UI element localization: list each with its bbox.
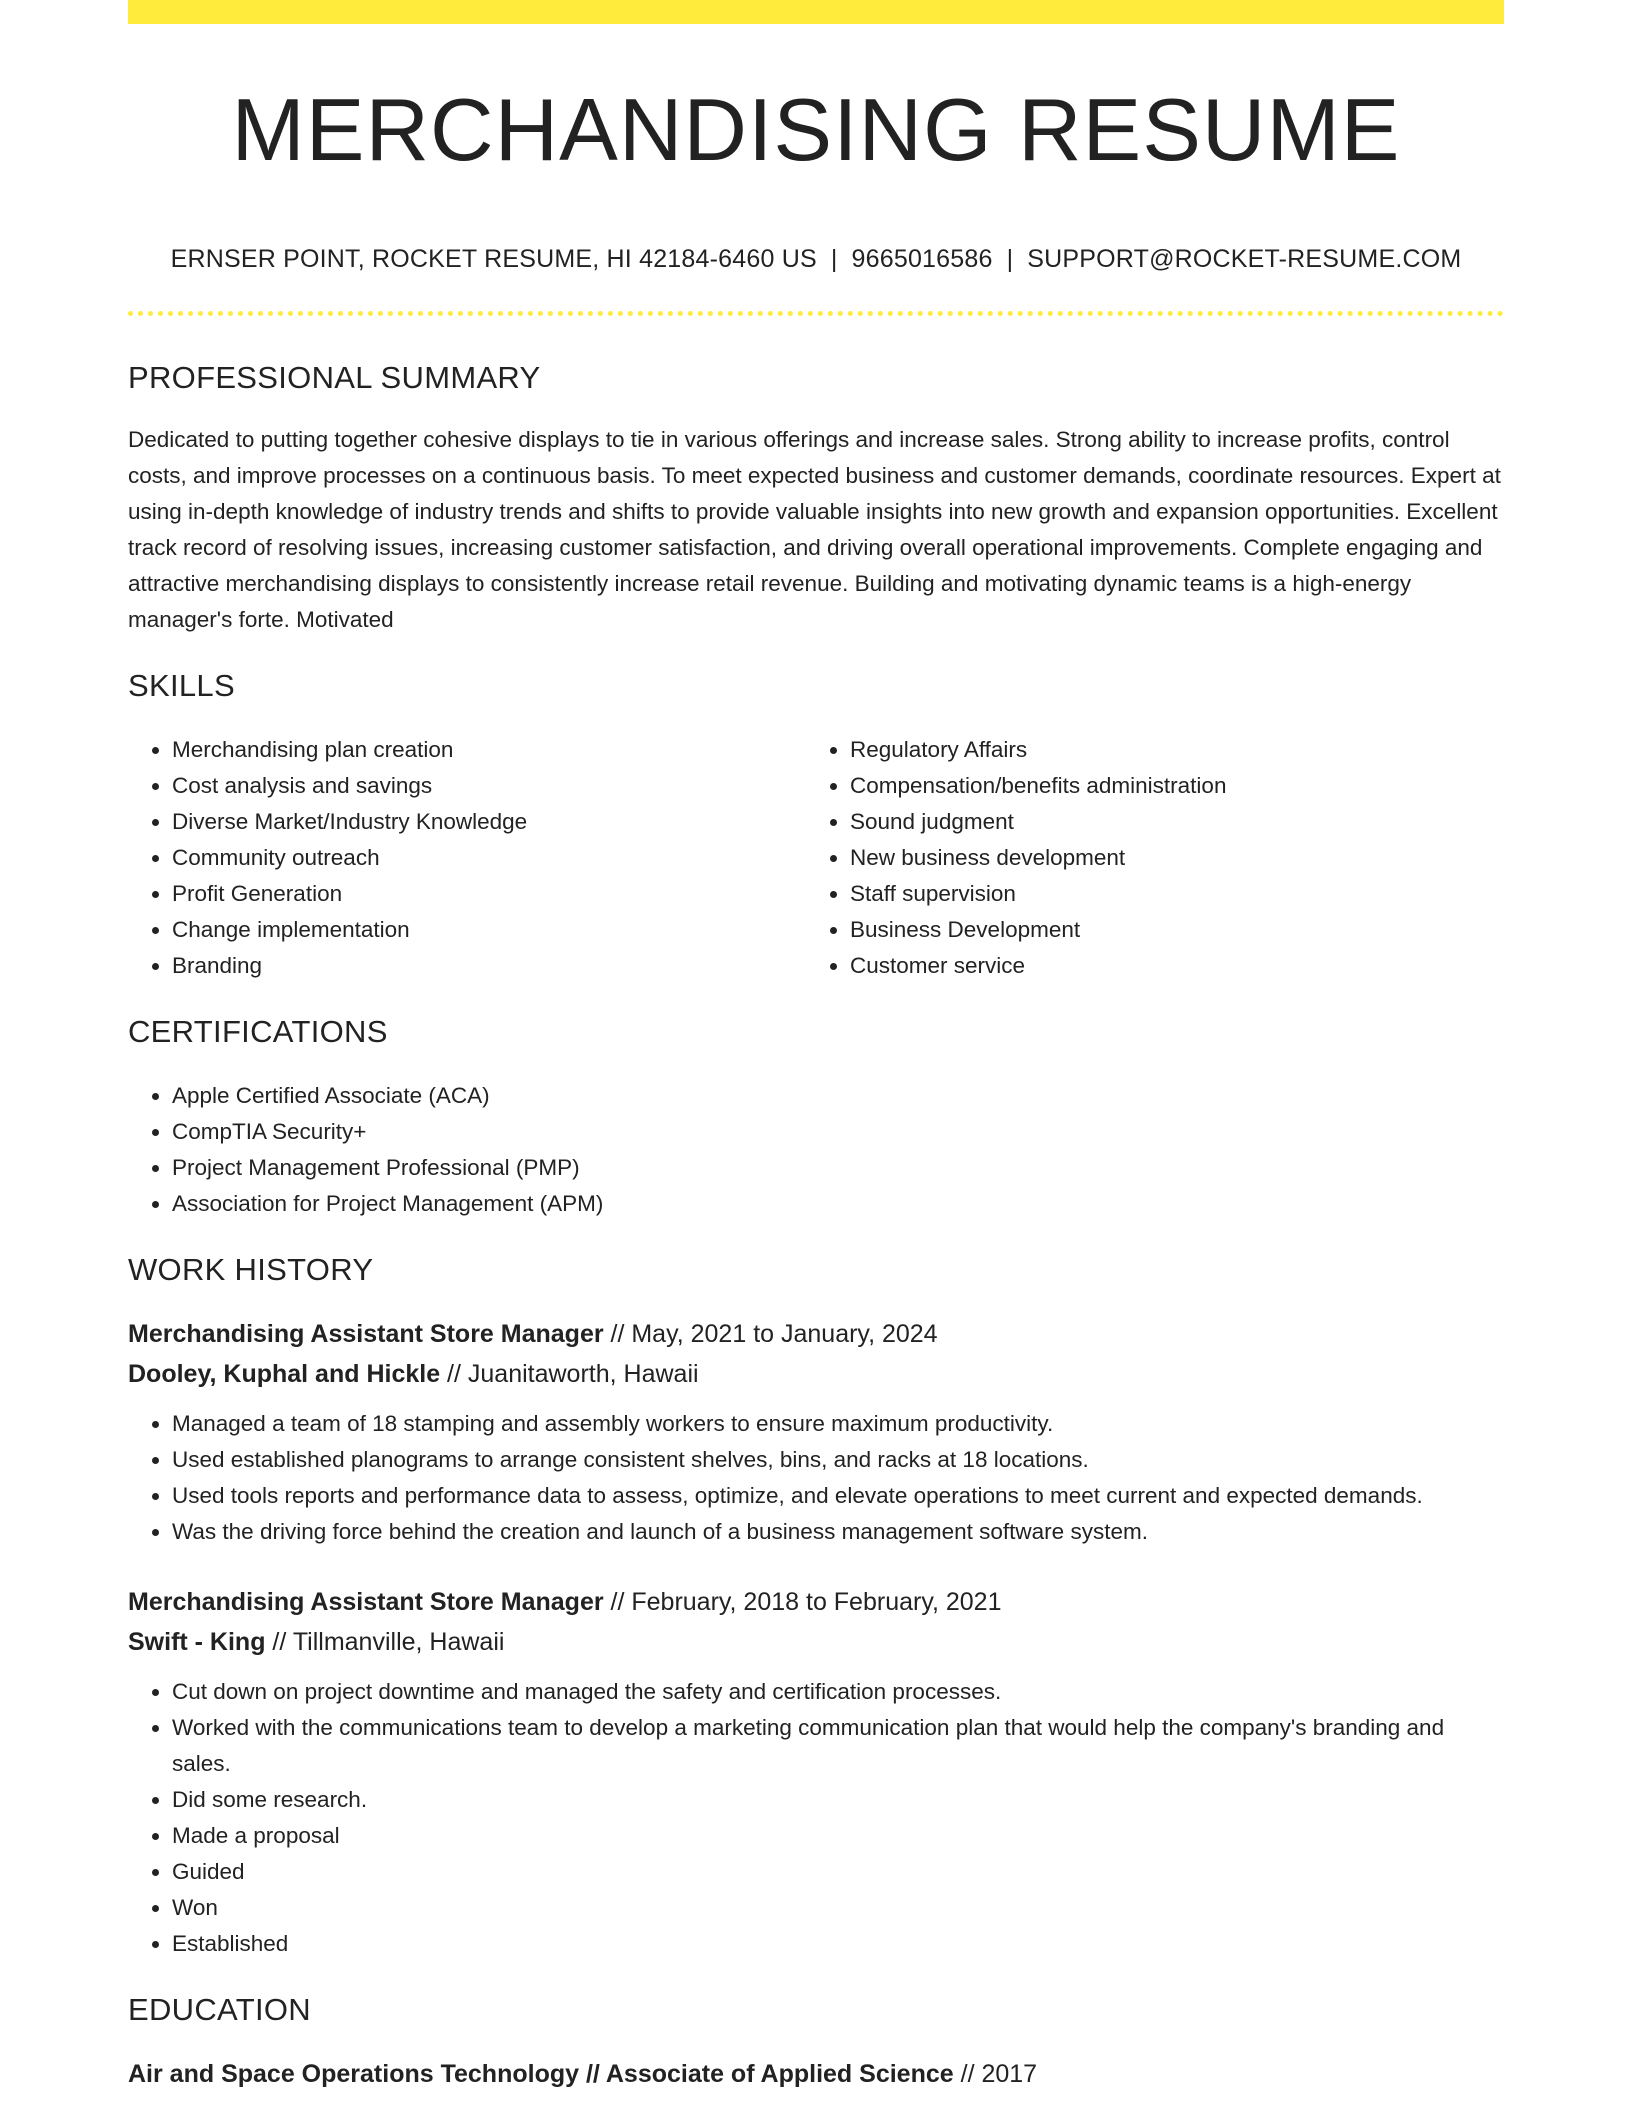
job-bullet: • Made a proposal <box>172 1818 1504 1854</box>
skill-item: • Change implementation <box>172 912 806 948</box>
contact-email: SUPPORT@ROCKET-RESUME.COM <box>1027 244 1462 273</box>
education-heading: EDUCATION <box>128 1991 311 2027</box>
job-company-line <box>128 1354 1504 1394</box>
job-bullets <box>128 1406 1504 1550</box>
skill-item: • Branding <box>172 948 806 984</box>
contact-separator: | <box>830 244 838 273</box>
certification-item: • Association for Project Management (APM) <box>172 1186 1504 1222</box>
education-degree: Air and Space Operations Technology // Associate of Applied Science <box>128 2059 954 2088</box>
skills-columns <box>128 732 1504 984</box>
job-role-line <box>128 1582 1504 1622</box>
job-dates: // May, 2021 to January, 2024 <box>603 1319 938 1348</box>
skills-left-column <box>128 732 806 984</box>
job-entry <box>128 1314 1504 1550</box>
job-bullet: • Did some research. <box>172 1782 1504 1818</box>
education-year: // 2017 <box>953 2059 1038 2088</box>
job-bullet: • Used tools reports and performance data to assess, optimize, and elevate operations to meet current and expected demands. <box>172 1478 1504 1514</box>
dotted-divider <box>128 311 1504 316</box>
resume-page <box>128 0 1504 2094</box>
job-bullet: • Guided <box>172 1854 1504 1890</box>
skills-right-list <box>806 732 1484 984</box>
skill-item: • Business Development <box>850 912 1484 948</box>
summary-text: Dedicated to putting together cohesive displays to tie in various offerings and increase sales. Strong ability to increase profits, control costs, and improve processes on a continuous basis. To meet expected business and customer demands, coordinate resources. Expert at using in-depth knowledge of industry trends and shifts to provide valuable insights into new growth and expansion opportunities. Excellent track record of resolving issues, increasing customer satisfaction, and driving overall operational improvements. Complete engaging and attractive merchandising displays to consistently increase retail revenue. Building and motivating dynamic teams is a high-energy manager's forte. Motivated <box>128 426 1501 632</box>
job-bullet: • Managed a team of 18 stamping and assembly workers to ensure maximum productivity. <box>172 1406 1504 1442</box>
resume-title: MERCHANDISING RESUME <box>231 80 1401 179</box>
job-bullet: • Was the driving force behind the creation and launch of a business management software system. <box>172 1514 1504 1550</box>
skills-left-list <box>128 732 806 984</box>
certification-item: • CompTIA Security+ <box>172 1114 1504 1150</box>
skill-item: • Profit Generation <box>172 876 806 912</box>
job-location: // Juanitaworth, Hawaii <box>440 1359 699 1388</box>
job-bullet: • Cut down on project downtime and managed the safety and certification processes. <box>172 1674 1504 1710</box>
job-entry <box>128 1582 1504 1962</box>
skills-heading: SKILLS <box>128 667 235 703</box>
job-bullet: • Won <box>172 1890 1504 1926</box>
skill-item: • Staff supervision <box>850 876 1484 912</box>
job-bullet: • Established <box>172 1926 1504 1962</box>
job-location: // Tillmanville, Hawaii <box>265 1627 505 1656</box>
education-entry <box>128 2054 1504 2094</box>
job-bullets <box>128 1674 1504 1962</box>
certifications-list <box>128 1078 1504 1222</box>
job-role-line <box>128 1314 1504 1354</box>
job-bullet: • Used established planograms to arrange consistent shelves, bins, and racks at 18 locations. <box>172 1442 1504 1478</box>
skill-item: • Cost analysis and savings <box>172 768 806 804</box>
top-accent-bar <box>128 0 1504 24</box>
job-company: Swift - King <box>128 1627 266 1656</box>
contact-line <box>128 245 1504 274</box>
skill-item: • Customer service <box>850 948 1484 984</box>
skills-right-column <box>806 732 1484 984</box>
contact-phone: 9665016586 <box>851 244 993 273</box>
job-company: Dooley, Kuphal and Hickle <box>128 1359 441 1388</box>
work-history-heading: WORK HISTORY <box>128 1251 374 1287</box>
certifications-heading: CERTIFICATIONS <box>128 1013 388 1049</box>
summary-heading: PROFESSIONAL SUMMARY <box>128 359 541 395</box>
job-bullet: • Worked with the communications team to develop a marketing communication plan that would help the company's branding and sales. <box>172 1710 1504 1782</box>
job-company-line <box>128 1622 1504 1662</box>
job-role: Merchandising Assistant Store Manager <box>128 1587 604 1616</box>
contact-address: ERNSER POINT, ROCKET RESUME, HI 42184-6460 US <box>170 244 817 273</box>
skill-item: • New business development <box>850 840 1484 876</box>
skill-item: • Sound judgment <box>850 804 1484 840</box>
skill-item: • Regulatory Affairs <box>850 732 1484 768</box>
skill-item: • Community outreach <box>172 840 806 876</box>
skill-item: • Merchandising plan creation <box>172 732 806 768</box>
skill-item: • Diverse Market/Industry Knowledge <box>172 804 806 840</box>
contact-separator: | <box>1006 244 1014 273</box>
certification-item: • Apple Certified Associate (ACA) <box>172 1078 1504 1114</box>
job-role: Merchandising Assistant Store Manager <box>128 1319 604 1348</box>
certification-item: • Project Management Professional (PMP) <box>172 1150 1504 1186</box>
job-dates: // February, 2018 to February, 2021 <box>603 1587 1002 1616</box>
skill-item: • Compensation/benefits administration <box>850 768 1484 804</box>
